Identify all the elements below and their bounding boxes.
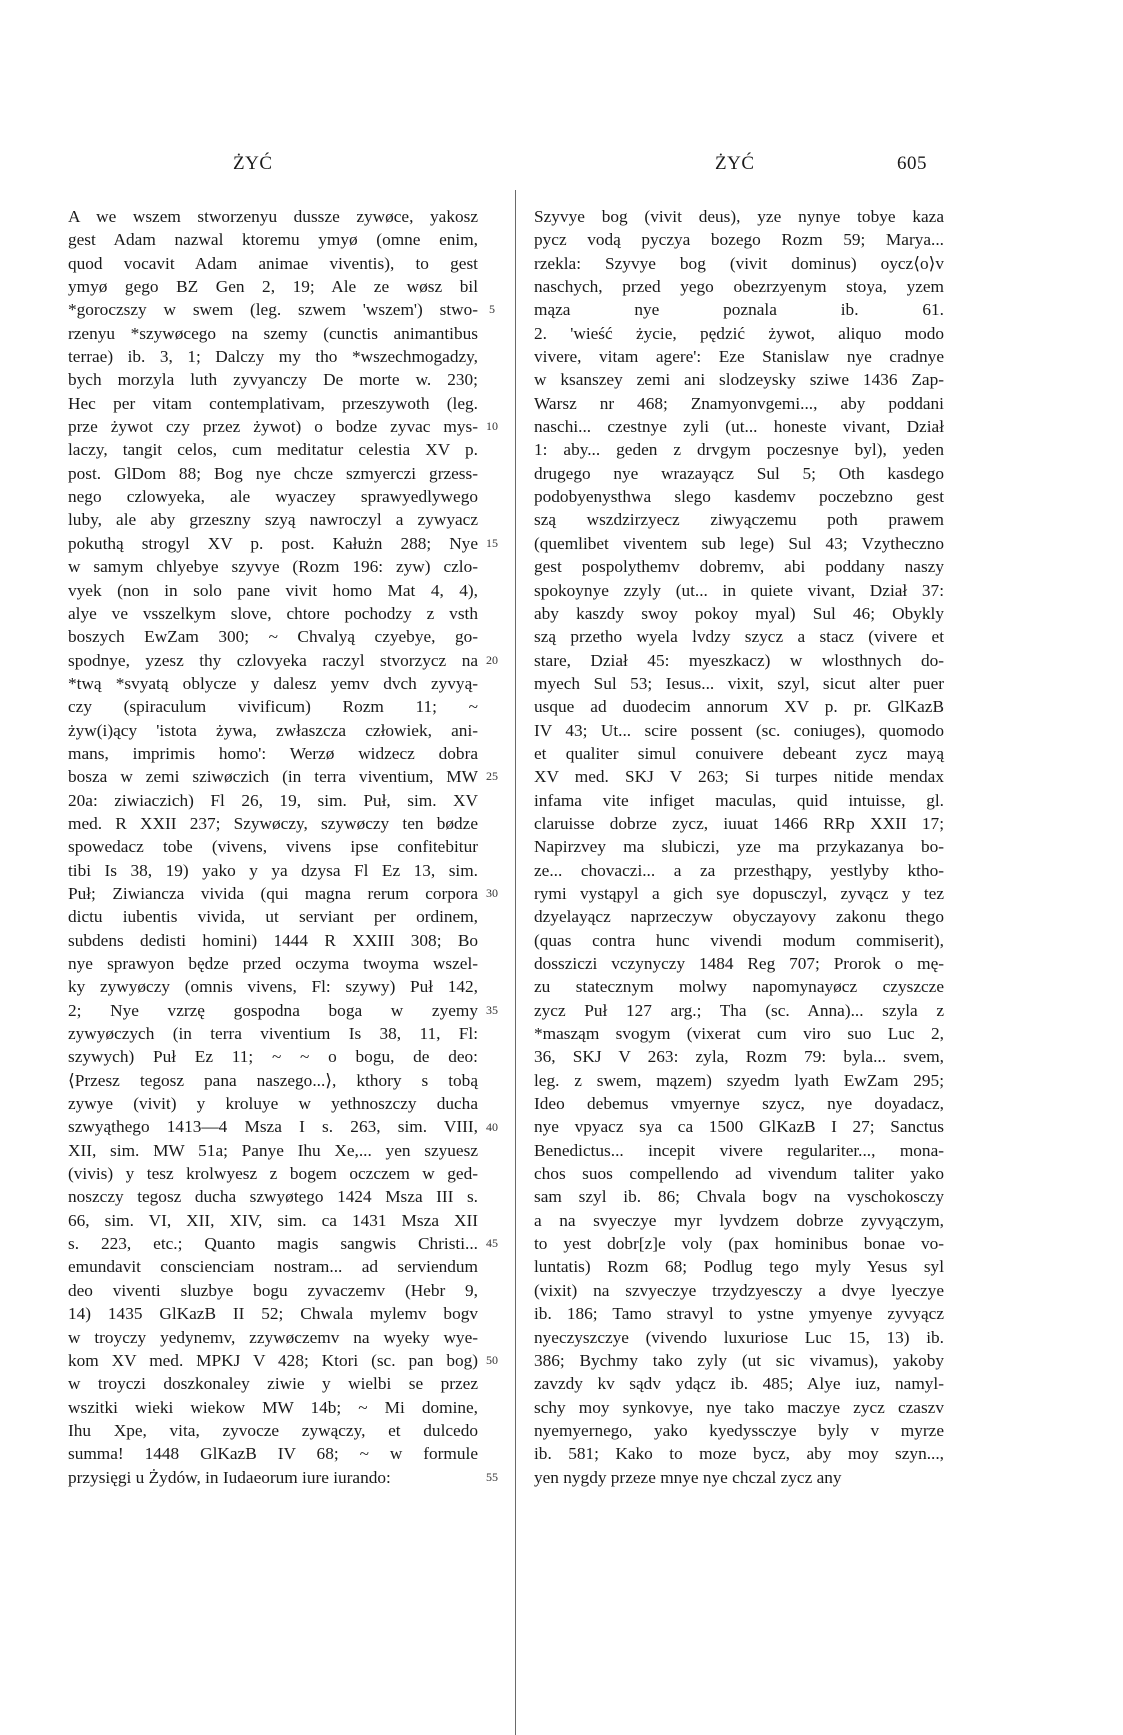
text-line: w ksanszey zemi ani slodzeysky sziwe 1436 Zap- [534,370,944,390]
text-line: luntatis) Rozm 68; Podlug tego myly Yesus syl [534,1257,944,1277]
text-line: 14) 1435 GlKazB II 52; Chwala mylemv bogv [68,1304,478,1324]
left-column [68,205,478,1489]
text-line: alye ve vsszelkym slove, chtore pochodzy z vsth [68,603,478,623]
text-line: *goroczszy w swem (leg. szwem 'wszem') stwo- [68,300,478,320]
text-line: boszych EwZam 300; ~ Chvalyą czyebye, go- [68,627,478,647]
text-line: myech Sul 53; Iesus... vixit, szyl, sicut alter puer [534,673,944,693]
text-line: gest pospolythemv dobremv, abi poddany naszy [534,557,944,577]
text-line: rzenyu *szywøcego na szemy (cunctis animantibus [68,323,478,343]
text-line: ky zywyøczy (omnis vivens, Fl: szywy) Puł 142, [68,977,478,997]
text-line: Szyvye bog (vivit deus), yze nynye tobye kaza [534,207,944,226]
text-line: yen nygdy przeze mnye nye chczal zycz any [534,1467,842,1487]
text-line: XII, sim. MW 51a; Panye Ihu Xe,... yen szyuesz [68,1140,478,1160]
line-number: 30 [486,886,498,901]
line-number: 10 [486,419,498,434]
text-line: dzyelayącz naprzeczyw obyczayovy zakonu thego [534,907,944,927]
text-line: 1: aby... geden z drvgym poczesnye byl), yeden [534,440,944,460]
text-line: (quas contra hunc vivendi modum commiserit), [534,930,944,950]
text-line: Benedictus... incepit vivere regulariter..., mona- [534,1140,944,1160]
text-line: schy moy synkovye, nye tako maczye zycz czaszv [534,1397,944,1417]
text-line: szwyąthego 1413—4 Msza I s. 263, sim. VIII, [68,1117,478,1137]
text-line: szą przetho wyela lvdzy szycz a stacz (vivere et [534,627,944,647]
line-number: 45 [486,1236,498,1251]
text-line: ymyø gego BZ Gen 2, 19; Ale ze wøsz bil [68,277,478,297]
text-line: emundavit conscienciam nostram... ad serviendum [68,1257,478,1277]
text-line: 2. 'wieść życie, pędzić żywot, aliquo modo [534,323,944,343]
text-line: zavzdy kv sądv ydącz ib. 485; Alye iuz, namyl- [534,1374,944,1394]
text-line: podobyenysthwa slego kasdemv poczebzno gest [534,487,944,507]
text-line: a na svyeczye myr lyvdzem dobrze zyvyączym, [534,1210,944,1230]
text-line: *twą *svyatą oblycze y dalesz yemv dvch zyvyą- [68,673,478,693]
text-line: quod vocavit Adam animae viventis), to gest [68,253,478,273]
right-running-headword: ŻYĆ [715,153,755,174]
text-line: spowedacz tobe (vivens, vivens ipse confitebitur [68,837,478,857]
text-line: mans, imprimis homo': Werzø widzecz dobra [68,743,478,763]
text-line: szywych) Puł Ez 11; ~ ~ o bogu, de deo: [68,1047,478,1067]
text-line: sam szyl ib. 86; Chvala bogv na vyschokosczy [534,1187,944,1207]
text-line: (vivis) y tesz krolwyesz z bogem oczczem w ged- [68,1164,478,1184]
text-line: Napirzvey ma slubiczi, yze ma przykazanya bo- [534,837,944,857]
text-line: spodnye, yzesz thy czlovyeka raczyl stvorzycz na [68,650,478,670]
text-line: stare, Dział 45: myeszkacz) w wlosthnych do- [534,650,944,670]
text-line: spokoynye zzyly (ut... in quiete vivant, Dział 37: [534,580,944,600]
text-line: s. 223, etc.; Quanto magis sangwis Christi... [68,1234,478,1254]
text-line: subdens dedisti homini) 1444 R XXIII 308; Bo [68,930,478,950]
text-line: 36, SKJ V 263: zyla, Rozm 79: byla... svem, [534,1047,944,1067]
text-line: naschych, przed yego obezrzyenym stoya, yzem [534,277,944,297]
text-line: XV med. SKJ V 263; Si turpes nitide mendax [534,767,944,787]
text-line: zywyøczych (in terra viventium Is 38, 11, Fl: [68,1024,478,1044]
line-number: 40 [486,1119,498,1134]
text-line: usque ad duodecim annorum XV p. pr. GlKazB [534,697,944,717]
left-running-headword: ŻYĆ [233,153,273,174]
text-line: vyek (non in solo pane vivit homo Mat 4, 4), [68,580,478,600]
text-line: aby kaszdy swoy pokoy myal) Sul 46; Obykly [534,603,944,623]
line-number: 35 [486,1002,498,1017]
text-line: 2; Nye vzrzę gospodna boga w zyemy [68,1000,478,1020]
text-line: zu statecznym molwy napomynayøcz czyszcze [534,977,944,997]
text-line: tibi Is 38, 19) yako y ya dzysa Fl Ez 13, sim. [68,860,478,880]
text-line: rzekla: Szyvye bog (vivit dominus) oycz⟨o⟩v [534,253,944,273]
text-line: Warsz nr 468; Znamyonvgemi..., aby poddani [534,393,944,413]
text-line: 20a: ziwiaczich) Fl 26, 19, sim. Puł, sim. XV [68,790,478,810]
text-line: czy (spiraculum vivificum) Rozm 11; ~ [68,697,478,717]
right-column [534,205,944,1489]
text-line: *masząm svogym (vixerat cum viro suo Luc 2, [534,1024,944,1044]
text-line: nyemyernego, yako kyedyssczye byly v myrze [534,1420,944,1440]
text-line: kom XV med. MPKJ V 428; Ktori (sc. pan bog) [68,1350,478,1370]
text-line: rymi vystąpyl a gich sye dopusczyl, zyvącz y tez [534,883,944,903]
text-line: pokuthą strogyl XV p. post. Kałużn 288; Nye [68,533,478,553]
line-number: 50 [486,1353,498,1368]
text-line: Hec per vitam contemplativam, przeszywoth (leg. [68,393,478,413]
text-line: 386; Bychmy tako zyly (ut sic vivamus), yakoby [534,1350,944,1370]
text-line: laczy, tangit celos, cum meditatur celestia XV p. [68,440,478,460]
text-line: w troyczi doszkonaley ziwie y wielbi se przez [68,1374,478,1394]
line-number: 25 [486,769,498,784]
text-line: w troyczy yedynemv, zzywøczemv na wyeky wye- [68,1327,478,1347]
line-number: 20 [486,652,498,667]
text-line: żyw(i)ący 'istota żywa, zwłaszcza człowiek, ani- [68,720,478,740]
text-line: dictu iubentis vivida, ut serviant per ordinem, [68,907,478,927]
text-line: pycz vodą pyczya bozego Rozm 59; Marya... [534,230,944,250]
text-line: nego czlowyeka, ale wyaczey sprawyedlywego [68,487,478,507]
text-line: w samym chlyebye szyvye (Rozm 196: zyw) czlo- [68,557,478,577]
text-line: nye vpyacz sya ca 1500 GlKazB I 27; Sanctus [534,1117,944,1137]
text-line: (vixit) na szvyeczye trzydzyesczy a dvye lyeczye [534,1280,944,1300]
line-number: 15 [486,535,498,550]
text-line: ib. 186; Tamo stravyl to ystne ymyenye zyvyącz [534,1304,944,1324]
text-line: Puł; Ziwiancza vivida (qui magna rerum corpora [68,883,478,903]
line-number: 5 [489,302,495,317]
text-line: summa! 1448 GlKazB IV 68; ~ w formule [68,1444,478,1464]
text-line: szą wszdzirzyecz ziwyączemu poth prawem [534,510,944,530]
text-line: dossziczi vczynyczy 1484 Reg 707; Prorok o mę- [534,954,944,973]
text-line: med. R XXII 237; Szywøczy, szywøczy ten bødze [68,813,478,833]
text-line: post. GlDom 88; Bog nye chcze szmyerczi grzess- [68,463,478,483]
text-line: ib. 581; Kako to moze bycz, aby moy szyn..., [534,1444,944,1464]
text-line: infama vite infiget maculas, quid intuisse, gl. [534,790,944,810]
text-line: prze żywot czy przez żywot) o bodze zyvac mys- [68,417,478,437]
text-line: nye sprawyon będze przed oczyma twoyma wszel- [68,954,478,973]
text-line: gest Adam nazwal ktoremu ymyø (omne enim, [68,230,478,250]
text-line: et qualiter simul conuivere debeant zycz mayą [534,743,944,763]
text-line: (quemlibet viventem sub lege) Sul 43; Vzytheczno [534,533,944,553]
text-line: Ideo debemus vmyernye szycz, nye doyadacz, [534,1094,944,1114]
text-line: zycz Puł 127 arg.; Tha (sc. Anna)... szyla z [534,1000,944,1020]
text-line: zywye (vivit) y kroluye w yethnoszczy ducha [68,1094,478,1114]
text-line: claruisse dobrze zycz, iuuat 1466 RRp XXII 17; [534,813,944,833]
text-line: leg. z swem, mązem) szyedm lyath EwZam 295; [534,1070,944,1090]
text-line: A we wszem stworzenyu dussze zywøce, yakosz [68,207,478,226]
text-line: ⟨Przesz tegosz pana naszego...⟩, kthory s tobą [68,1070,478,1090]
text-line: mąza nye poznala ib. 61. [534,300,944,320]
text-line: vivere, vitam agere': Eze Stanislaw nye cradnye [534,347,944,367]
text-line: drugego nye wrazayącz Sul 5; Oth kasdego [534,463,944,483]
text-line: ze... chovaczi... a za przesthąpy, yestlyby ktho- [534,860,944,880]
text-line: to yest dobr[z]e voly (pax hominibus bonae vo- [534,1234,944,1254]
column-divider [515,190,516,1735]
text-line: Ihu Xpe, vita, zyvocze zywączy, et dulcedo [68,1420,478,1440]
text-line: deo viventi sluzbye bogu zyvaczemv (Hebr 9, [68,1280,478,1300]
line-number: 55 [486,1469,498,1484]
page-number: 605 [897,153,927,174]
text-line: noszczy tegosz ducha szwyøtego 1424 Msza III s. [68,1187,478,1207]
text-line: naschi... czestnye zyli (ut... honeste vivant, Dział [534,417,944,437]
text-line: przysięgi u Żydów, in Iudaeorum iure iurando: [68,1467,391,1487]
text-line: chos suos compellendo ad vivendum taliter yako [534,1164,944,1184]
text-line: 66, sim. VI, XII, XIV, sim. ca 1431 Msza XII [68,1210,478,1230]
text-line: wszitki wieki wiekow MW 14b; ~ Mi domine, [68,1397,478,1417]
text-line: nyeczyszczye (vivendo luxuriose Luc 15, 13) ib. [534,1327,944,1347]
text-line: bosza w zemi sziwøczich (in terra viventium, MW [68,767,478,787]
text-line: IV 43; Ut... scire possent (sc. coniuges), quomodo [534,720,944,740]
text-line: bych morzyla luth zyvyanczy De morte w. 230; [68,370,478,390]
text-line: terrae) ib. 3, 1; Dalczy my tho *wszechmogadzy, [68,347,478,367]
text-line: luby, ale aby grzeszny szyą nawroczyl a zywyacz [68,510,478,530]
